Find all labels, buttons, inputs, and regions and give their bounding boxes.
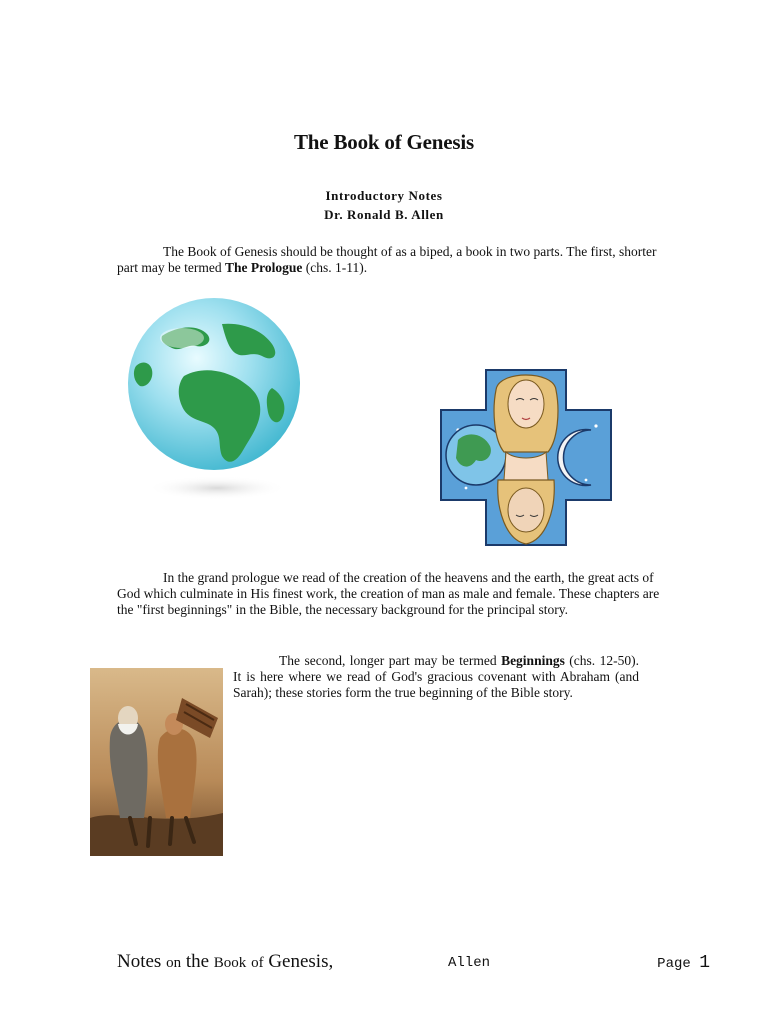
beginnings-term: Beginnings: [501, 653, 565, 668]
paragraph-prologue: In the grand prologue we read of the creation of the heavens and the earth, the great acts of God which culminate in His finest work, the creation of man as male and female. These chapters are the "first beginnings" in the Bible, the necessary background for the principal story.: [117, 570, 660, 617]
footer-word-on: on: [166, 955, 182, 971]
footer-title: [117, 951, 333, 973]
globe-illustration: [122, 296, 307, 506]
footer-word-notes: Notes: [117, 951, 162, 972]
footer-word-of: of: [251, 955, 264, 971]
footer-word-genesis: Genesis,: [268, 951, 334, 972]
footer-word-book: Book: [213, 955, 247, 971]
paragraph-intro-tail: (chs. 1-11).: [302, 260, 368, 275]
document-title: The Book of Genesis: [294, 130, 474, 154]
page-footer: [117, 951, 717, 977]
prologue-term: The Prologue: [224, 260, 303, 275]
paragraph-beginnings-tail: (chs. 12-50). It is here where we read of God's gracious covenant with Abraham (and Sarah); these stories form the true beginning of the Bible story.: [233, 653, 640, 700]
paragraph-intro: [117, 244, 677, 276]
footer-page: [657, 953, 710, 973]
paragraph-beginnings-text: The second, longer part may be termed: [279, 653, 502, 668]
subtitle-introductory-notes: Introductory Notes: [325, 188, 443, 203]
abraham-painting: [90, 668, 223, 856]
cross-illustration: [436, 360, 616, 550]
footer-author: Allen: [448, 955, 491, 971]
subtitle-author: Dr. Ronald B. Allen: [324, 207, 444, 222]
paragraph-beginnings: [233, 653, 639, 701]
footer-word-the: the: [185, 951, 210, 972]
footer-page-label: Page: [657, 956, 691, 972]
paragraph-intro-text: The Book of Genesis should be thought of as a biped, a book in two parts. The first, shorter part may be termed: [117, 244, 657, 275]
footer-page-number: 1: [699, 953, 710, 973]
